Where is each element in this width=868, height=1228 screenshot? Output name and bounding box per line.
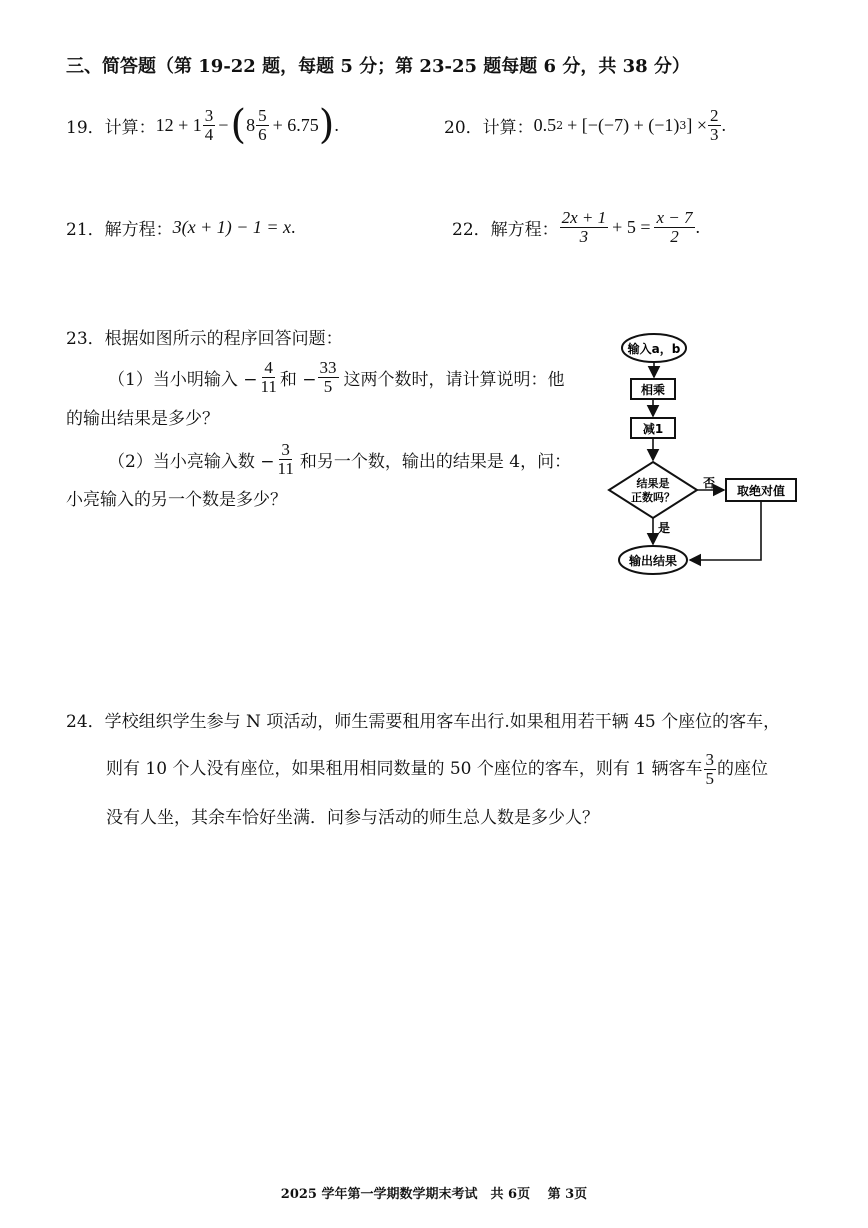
question-23-intro: 23．根据如图所示的程序回答问题： (66, 329, 343, 349)
flow-decision-node (609, 462, 697, 518)
right-paren: ) (318, 102, 335, 148)
q19-fraction-1: $\frac{3}{4}$ (204, 105, 214, 144)
q24-line2-text-b: 的座位 (717, 759, 769, 779)
q20-fraction: $\frac{2}{3}$ (710, 105, 719, 144)
question-24-line3: 没有人坐，其余车恰好坐满．问参与活动的师生总人数是多少人？ (106, 808, 599, 828)
question-19-label: 19．计算： (66, 117, 156, 138)
q22-end: . (695, 216, 701, 237)
q23-part2-text-b: 和另一个数，输出的结果是 4，问： (299, 451, 572, 472)
q20-term-b: + [−(−7) + (−1) (567, 114, 680, 135)
question-22-label: 22．解方程： (452, 219, 559, 240)
question-20 (444, 100, 726, 150)
q22-fraction-2: $\frac{x - 7}{2}$ (656, 207, 693, 246)
question-22 (452, 204, 700, 250)
q23-fraction-4-11: $\frac{4}{11}$ (260, 357, 277, 396)
page-footer: 2025 学年第一学期数学期末考试 共 6页 第 3页 (280, 1187, 588, 1202)
q19-term-a: 12 + 1 (155, 114, 202, 135)
q23-part1-text-a: （1）当小明输入 − (108, 369, 258, 390)
q19-term-c: + 6.75 (272, 114, 319, 135)
q23-part1-text-c: 这两个数时，请计算说明：他 (343, 369, 565, 390)
question-24-line2 (106, 746, 768, 792)
program-flowchart (600, 328, 800, 580)
flow-no-label: 否 (703, 476, 716, 490)
q20-exp-b: 3 (679, 118, 687, 132)
flow-decision-label-2: 正数吗？ (631, 491, 675, 504)
q21-end: . (291, 216, 296, 237)
question-21 (66, 210, 296, 244)
q21-equation: 3(x + 1) − 1 = x (172, 216, 292, 237)
flow-minus1-label: 减1 (642, 422, 664, 436)
question-24-line1: 24．学校组织学生参与 N 项活动，师生需要租用客车出行.如果租用若干辆 45 个座位的客车， (66, 712, 781, 732)
q20-term-a: 0.5 (533, 114, 557, 135)
q23-part2-text-a: （2）当小亮输入数 − (108, 451, 275, 472)
q19-end: . (334, 114, 339, 135)
q19-minus: − (218, 114, 229, 135)
flow-multiply-label: 相乘 (640, 383, 666, 397)
flow-yes-label: 是 (658, 521, 671, 535)
q20-end: . (721, 114, 727, 135)
q23-part2-line2: 小亮输入的另一个数是多少？ (66, 490, 287, 510)
q20-exp-a: 2 (556, 118, 564, 132)
flow-decision-label-1: 结果是 (636, 477, 670, 490)
q23-part1-line2: 的输出结果是多少？ (66, 409, 219, 429)
q23-part1-text-b: 和 − (279, 369, 317, 390)
q24-line2-text-a: 则有 10 个人没有座位，如果租用相同数量的 50 个座位的客车，则有 1 辆客车 (106, 759, 703, 779)
q23-fraction-3-11: $\frac{3}{11}$ (277, 439, 294, 478)
q22-mid: + 5 = (612, 216, 651, 237)
left-paren: ( (230, 102, 247, 148)
flow-input-label: 输入a，b (627, 342, 681, 356)
q23-fraction-33-5: $\frac{33}{5}$ (319, 357, 337, 396)
flow-output-label: 输出结果 (628, 554, 678, 568)
question-20-label: 20．计算： (444, 117, 534, 138)
flow-abs-label: 取绝对值 (736, 484, 786, 498)
section-title: 三、简答题（第 19-22 题，每题 5 分；第 23-25 题每题 6 分，共 38 分） (66, 56, 690, 77)
q19-fraction-2: $\frac{5}{6}$ (258, 105, 267, 144)
q24-fraction-3-5: $\frac{3}{5}$ (705, 749, 715, 788)
question-21-label: 21．解方程： (66, 219, 173, 240)
q19-term-b: 8 (246, 114, 256, 135)
q20-term-c: ] × (686, 114, 708, 135)
question-19 (66, 100, 339, 150)
q22-fraction-1: $\frac{2x + 1}{3}$ (561, 207, 607, 246)
q23-part2-line1 (108, 436, 571, 482)
q23-part1-line1 (108, 354, 565, 400)
